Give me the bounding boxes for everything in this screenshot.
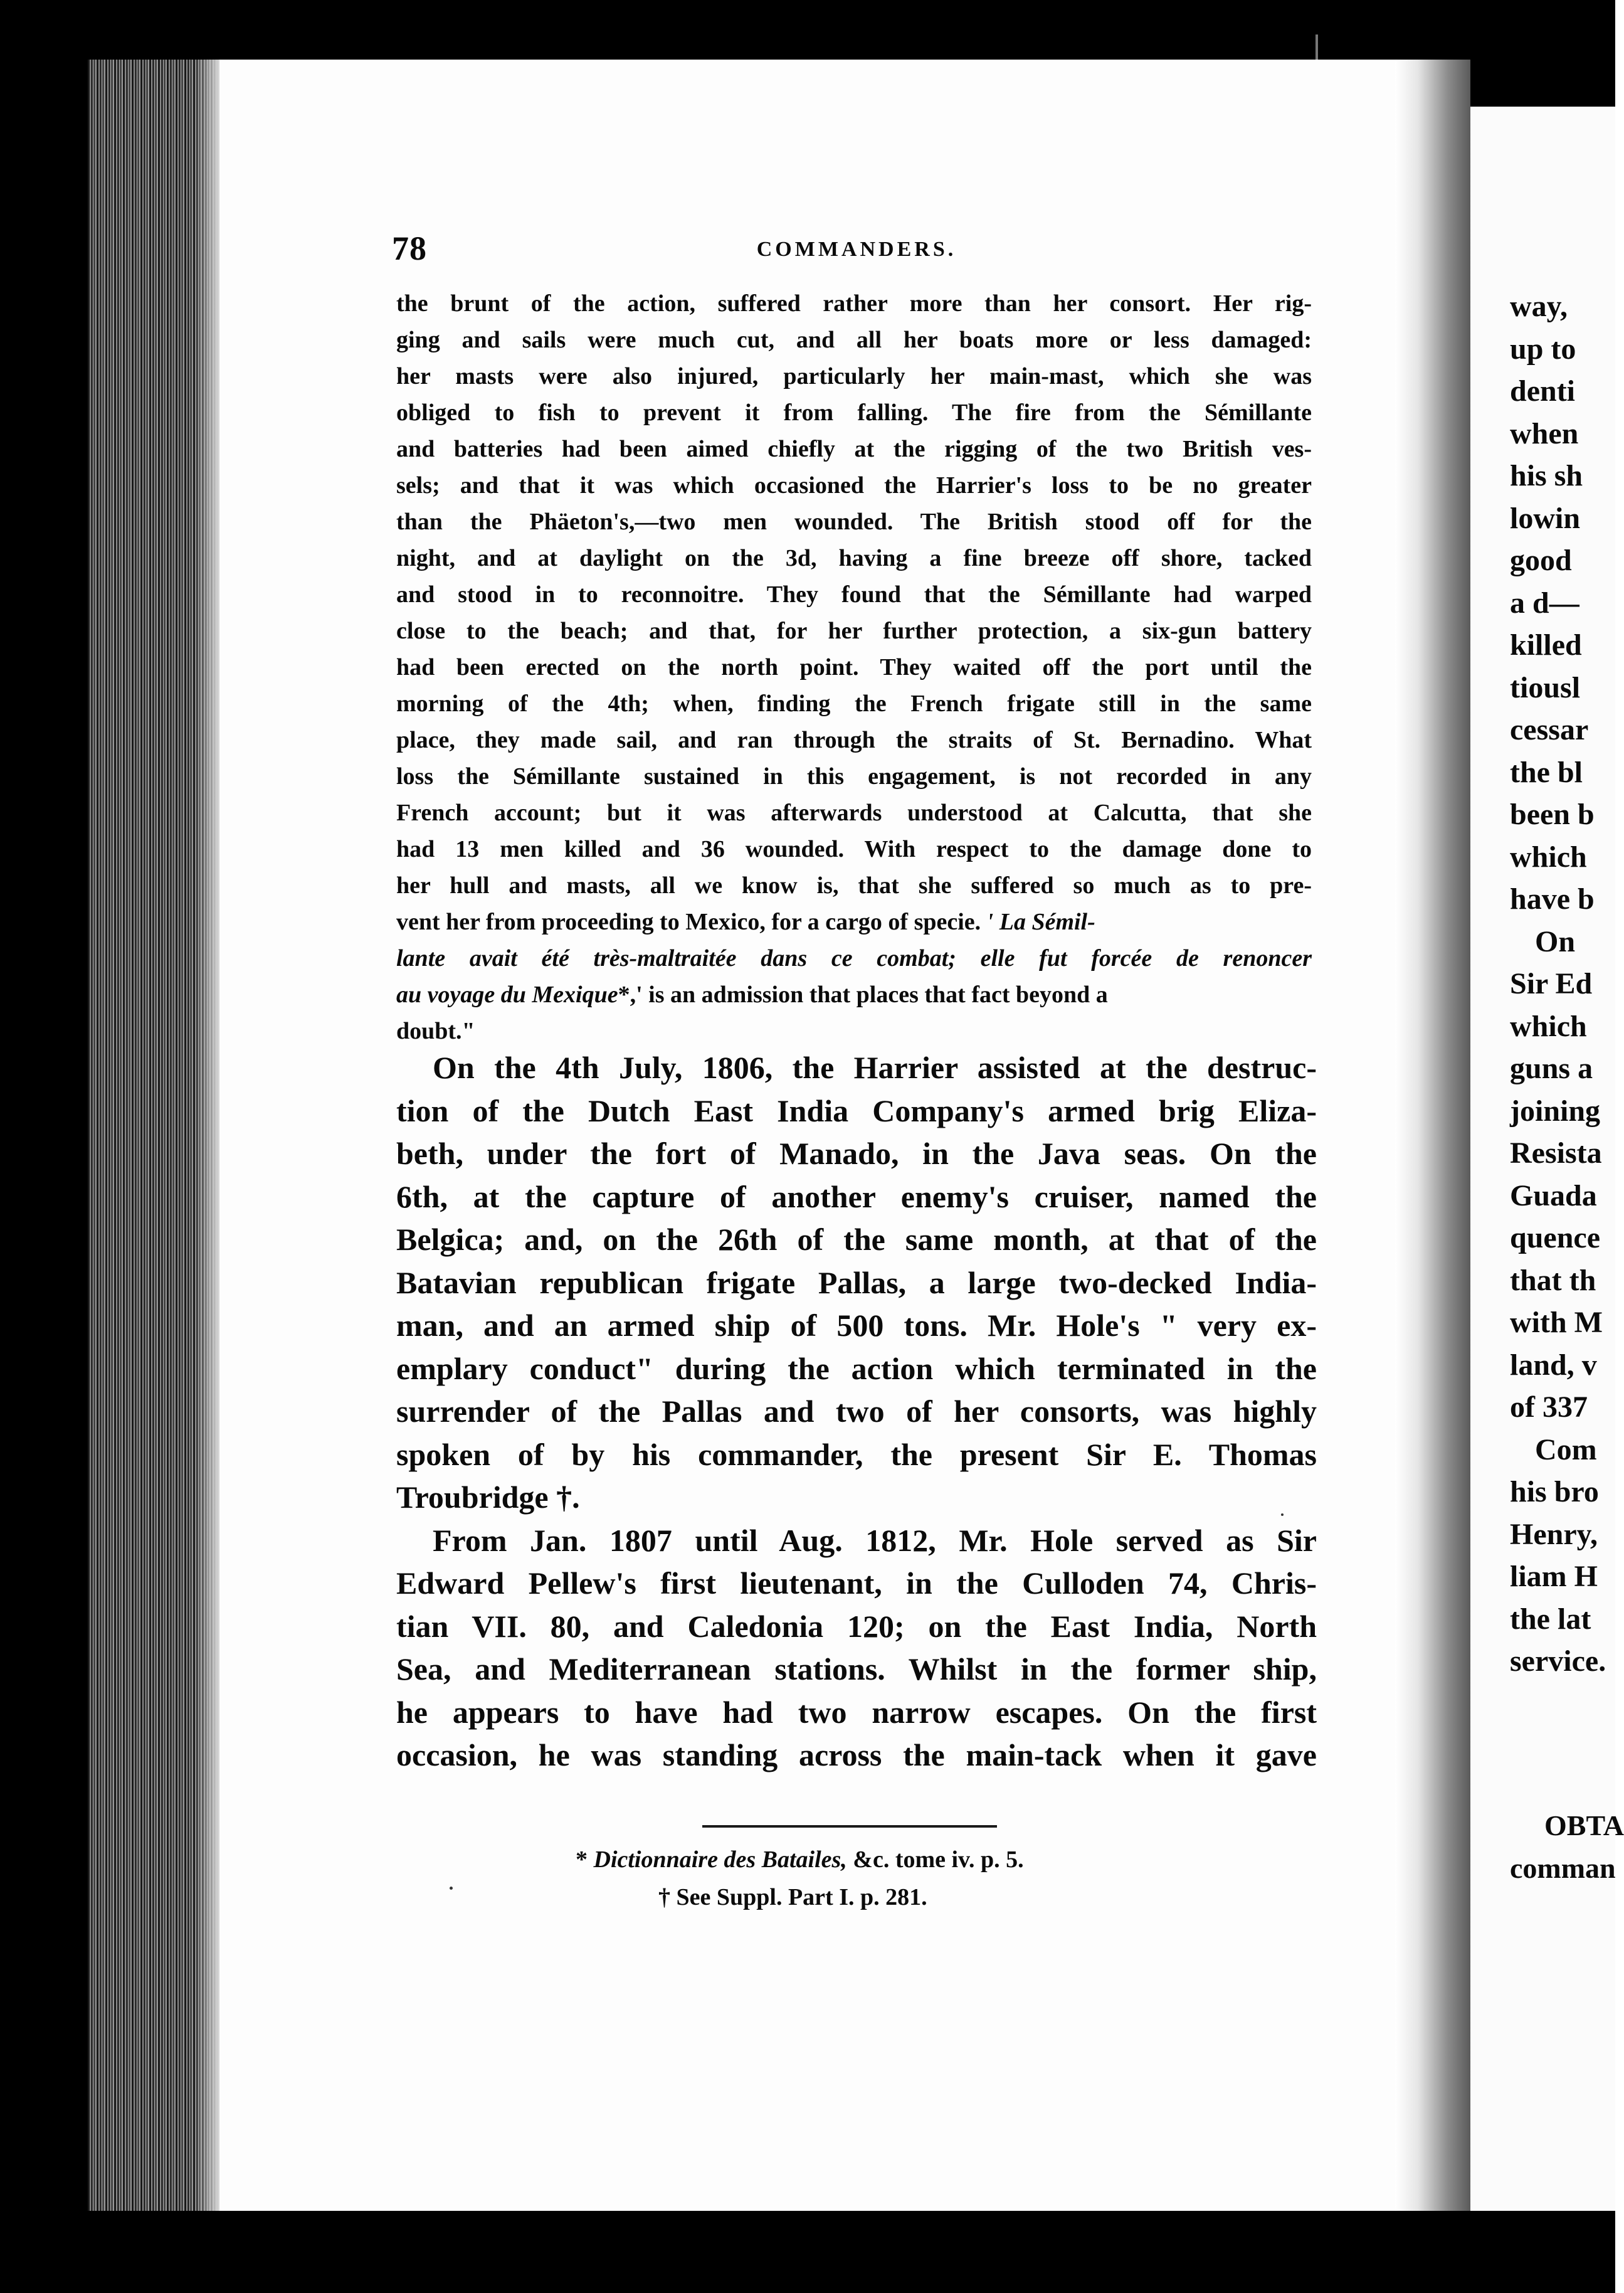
facing-line: Sir Ed bbox=[1510, 967, 1593, 1000]
facing-line: which bbox=[1510, 1009, 1587, 1043]
body-line: 6th, at the capture of another enemy's cruiser, named the bbox=[396, 1178, 1317, 1214]
quote-french-italic: lante avait été très-maltraitée dans ce combat; elle fut forcée de renoncer bbox=[396, 945, 1312, 972]
quote-line: ging and sails were much cut, and all her boats more or less damaged: bbox=[396, 327, 1312, 353]
body-line: occasion, he was standing across the main-tack when it gave bbox=[396, 1737, 1317, 1772]
scan-border-left bbox=[0, 0, 91, 2293]
quote-line: had 13 men killed and 36 wounded. With respect to the damage done to bbox=[396, 836, 1312, 862]
facing-line: when bbox=[1510, 416, 1579, 450]
body-line: emplary conduct" during the action which terminated in the bbox=[396, 1350, 1317, 1386]
quote-line: loss the Sémillante sustained in this engagement, is not recorded in any bbox=[396, 763, 1312, 790]
facing-line: killed bbox=[1510, 628, 1582, 662]
facing-line: joining bbox=[1510, 1094, 1601, 1128]
quote-line: morning of the 4th; when, finding the French frigate still in the same bbox=[396, 691, 1312, 717]
quote-line: her masts were also injured, particularly her main-mast, which she was bbox=[396, 363, 1312, 389]
body-line: man, and an armed ship of 500 tons. Mr. Hole's " very ex- bbox=[396, 1308, 1317, 1343]
quote-line: and stood in to reconnoitre. They found that the Sémillante had warped bbox=[396, 581, 1312, 608]
facing-line: service. bbox=[1510, 1644, 1606, 1678]
facing-line: been b bbox=[1510, 798, 1595, 831]
scan-border-top bbox=[0, 0, 1615, 60]
facing-line: a d— bbox=[1510, 586, 1579, 620]
facing-line: the bl bbox=[1510, 755, 1583, 789]
body-line: spoken of by his commander, the present Sir E. Thomas bbox=[396, 1436, 1317, 1472]
body-line: On the 4th July, 1806, the Harrier assisted at the destruc- bbox=[433, 1050, 1317, 1085]
facing-line: of 337 bbox=[1510, 1390, 1588, 1424]
quote-text: *,' is an admission that places that fact beyond a bbox=[618, 982, 1108, 1008]
facing-line: Resista bbox=[1510, 1136, 1602, 1170]
quote-line bbox=[396, 977, 1312, 1013]
quote-text: vent her from proceeding to Mexico, for a cargo of specie. bbox=[396, 909, 987, 935]
facing-heading: OBTA bbox=[1544, 1809, 1624, 1841]
facing-page-bottom bbox=[1510, 1806, 1624, 1891]
facing-line: liam H bbox=[1510, 1560, 1598, 1593]
quote-line: the brunt of the action, suffered rather more than her consort. Her rig- bbox=[396, 290, 1312, 317]
body-line: Batavian republican frigate Pallas, a large two-decked India- bbox=[396, 1264, 1317, 1300]
body-line: tian VII. 80, and Caledonia 120; on the East India, North bbox=[396, 1608, 1317, 1644]
quote-line: place, they made sail, and ran through the straits of St. Bernadino. What bbox=[396, 727, 1312, 753]
facing-line: up to bbox=[1510, 332, 1576, 366]
facing-page-text bbox=[1510, 285, 1615, 1683]
facing-line: tiousl bbox=[1510, 670, 1581, 704]
page-number: 78 bbox=[392, 230, 427, 267]
footnote-2: † See Suppl. Part I. p. 281. bbox=[658, 1884, 927, 1910]
facing-line: his sh bbox=[1510, 459, 1583, 492]
body-text bbox=[396, 1046, 1317, 1777]
footnotes bbox=[564, 1841, 1191, 1916]
quote-line: obliged to fish to prevent it from falling. The fire from the Sémillante bbox=[396, 400, 1312, 426]
body-line: beth, under the fort of Manado, in the Java seas. On the bbox=[396, 1136, 1317, 1171]
facing-line: his bro bbox=[1510, 1475, 1599, 1508]
quote-line: French account; but it was afterwards understood at Calcutta, that she bbox=[396, 800, 1312, 826]
facing-line: which bbox=[1510, 840, 1587, 874]
facing-line: guns a bbox=[1510, 1052, 1593, 1085]
facing-line: Guada bbox=[1510, 1178, 1597, 1212]
quote-french-italic: ' La Sémil- bbox=[986, 909, 1095, 935]
facing-line: lowin bbox=[1510, 501, 1581, 535]
running-title: COMMANDERS. bbox=[756, 238, 957, 261]
quote-line: sels; and that it was which occasioned the Harrier's loss to be no greater bbox=[396, 472, 1312, 499]
footnote-mark: * bbox=[576, 1846, 594, 1873]
quote-line: close to the beach; and that, for her further protection, a six-gun battery bbox=[396, 618, 1312, 644]
quote-line: had been erected on the north point. They waited off the port until the bbox=[396, 654, 1312, 680]
speck bbox=[1281, 1513, 1284, 1516]
facing-line: Henry, bbox=[1510, 1517, 1598, 1551]
scan-border-bottom bbox=[0, 2211, 1615, 2293]
footnote-1 bbox=[564, 1841, 1191, 1878]
gutter-shadow bbox=[1395, 60, 1470, 2211]
facing-line: On bbox=[1535, 924, 1576, 958]
footnote-text: &c. tome iv. p. 5. bbox=[846, 1846, 1024, 1873]
body-line: From Jan. 1807 until Aug. 1812, Mr. Hole served as Sir bbox=[433, 1522, 1317, 1558]
running-head bbox=[392, 229, 1321, 279]
body-line: tion of the Dutch East India Company's armed brig Eliza- bbox=[396, 1093, 1317, 1128]
facing-line: way, bbox=[1510, 290, 1568, 323]
facing-line: the lat bbox=[1510, 1602, 1591, 1636]
facing-line: cessar bbox=[1510, 713, 1589, 746]
quote-line: than the Phäeton's,—two men wounded. The British stood off for the bbox=[396, 509, 1312, 535]
quote-line: doubt." bbox=[396, 1018, 475, 1044]
body-line: Troubridge †. bbox=[396, 1480, 580, 1515]
footnote-title: Dictionnaire des Batailes, bbox=[593, 1846, 847, 1873]
facing-line: Com bbox=[1535, 1432, 1597, 1466]
quote-line: and batteries had been aimed chiefly at the rigging of the two British ves- bbox=[396, 436, 1312, 462]
facing-line: comman bbox=[1510, 1851, 1616, 1884]
facing-line: quence bbox=[1510, 1221, 1600, 1254]
facing-line: that th bbox=[1510, 1263, 1596, 1297]
quote-line bbox=[396, 904, 1312, 940]
quote-line: night, and at daylight on the 3d, having a fine breeze off shore, tacked bbox=[396, 545, 1312, 571]
body-line: he appears to have had two narrow escapes. On the first bbox=[396, 1694, 1317, 1730]
body-line: Belgica; and, on the 26th of the same month, at that of the bbox=[396, 1222, 1317, 1257]
quoted-passage bbox=[396, 285, 1312, 1049]
body-line: Sea, and Mediterranean stations. Whilst in the former ship, bbox=[396, 1651, 1317, 1687]
body-line: surrender of the Pallas and two of her consorts, was highly bbox=[396, 1394, 1317, 1429]
quote-line: her hull and masts, all we know is, that she suffered so much as to pre- bbox=[396, 872, 1312, 899]
facing-line: land, v bbox=[1510, 1348, 1597, 1382]
facing-line: good bbox=[1510, 544, 1572, 577]
facing-line: denti bbox=[1510, 374, 1576, 408]
body-line: Edward Pellew's first lieutenant, in the Culloden 74, Chris- bbox=[396, 1565, 1317, 1601]
facing-line: with M bbox=[1510, 1306, 1603, 1339]
scan-mark bbox=[1316, 34, 1318, 60]
book-page-edges bbox=[88, 60, 219, 2211]
facing-line: have b bbox=[1510, 882, 1595, 916]
footnote-rule bbox=[702, 1825, 997, 1828]
quote-french-italic: au voyage du Mexique bbox=[396, 982, 618, 1008]
speck bbox=[450, 1887, 453, 1890]
